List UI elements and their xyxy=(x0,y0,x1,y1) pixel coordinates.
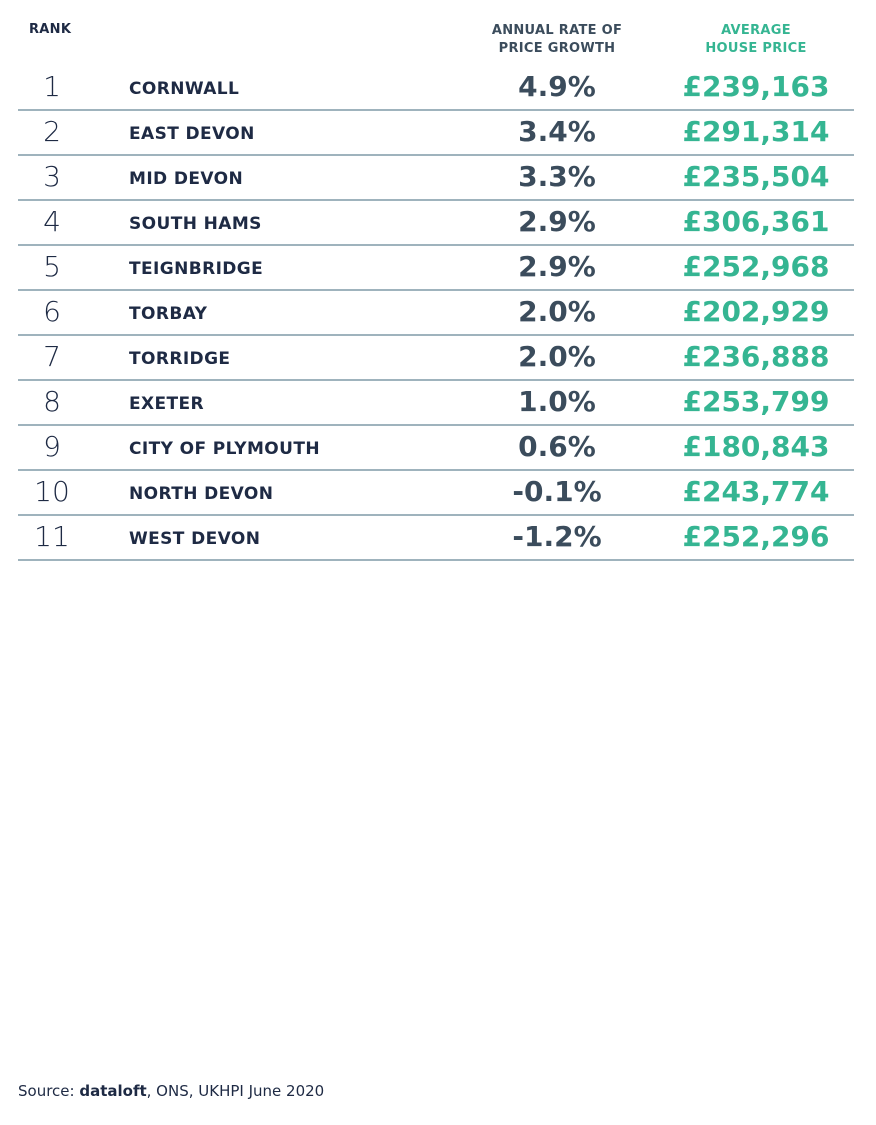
region-cell: TORRIDGE xyxy=(129,349,231,369)
table-row xyxy=(18,471,854,516)
rank-cell: 6 xyxy=(43,295,61,328)
region-cell: EXETER xyxy=(129,394,205,414)
growth-cell: 3.3% xyxy=(518,160,596,193)
rank-cell: 1 xyxy=(43,70,61,103)
price-cell: £236,888 xyxy=(682,340,830,373)
table-row xyxy=(18,156,854,201)
price-cell: £291,314 xyxy=(682,115,830,148)
table-row xyxy=(18,291,854,336)
source-prefix: Source: xyxy=(18,1082,80,1100)
price-cell: £252,296 xyxy=(682,520,830,553)
table-row xyxy=(18,246,854,291)
rank-cell: 3 xyxy=(43,160,61,193)
rank-cell: 9 xyxy=(43,430,61,463)
growth-cell: 2.9% xyxy=(518,250,596,283)
house-price-table xyxy=(18,0,854,561)
rank-cell: 8 xyxy=(43,385,61,418)
growth-cell: 2.0% xyxy=(518,295,596,328)
region-cell: SOUTH HAMS xyxy=(129,214,262,234)
source-rest: , ONS, UKHPI June 2020 xyxy=(146,1082,325,1100)
region-cell: TEIGNBRIDGE xyxy=(129,259,264,279)
rank-column-header: RANK xyxy=(29,22,72,37)
growth-cell: 2.9% xyxy=(518,205,596,238)
table-row xyxy=(18,426,854,471)
price-cell: £252,968 xyxy=(682,250,830,283)
region-cell: CITY OF PLYMOUTH xyxy=(129,439,320,459)
rank-cell: 11 xyxy=(34,520,70,553)
rank-cell: 10 xyxy=(34,475,70,508)
price-cell: £306,361 xyxy=(682,205,830,238)
source-note xyxy=(18,1082,324,1100)
price-cell: £243,774 xyxy=(682,475,830,508)
price-cell: £235,504 xyxy=(682,160,830,193)
rank-cell: 2 xyxy=(43,115,61,148)
growth-cell: -0.1% xyxy=(512,475,602,508)
growth-column-header xyxy=(478,22,636,58)
price-cell: £180,843 xyxy=(682,430,830,463)
price-header-line-2: HOUSE PRICE xyxy=(705,41,807,56)
rank-cell: 7 xyxy=(43,340,61,373)
price-cell: £253,799 xyxy=(682,385,830,418)
region-cell: TORBAY xyxy=(129,304,208,324)
table-row xyxy=(18,66,854,111)
growth-cell: 4.9% xyxy=(518,70,596,103)
growth-header-line-1: ANNUAL RATE OF xyxy=(491,23,623,38)
region-cell: NORTH DEVON xyxy=(129,484,274,504)
growth-header-line-2: PRICE GROWTH xyxy=(498,41,616,56)
table-row xyxy=(18,516,854,561)
growth-cell: 2.0% xyxy=(518,340,596,373)
region-cell: MID DEVON xyxy=(129,169,244,189)
table-row xyxy=(18,336,854,381)
growth-cell: 0.6% xyxy=(518,430,596,463)
region-cell: EAST DEVON xyxy=(129,124,255,144)
growth-cell: 1.0% xyxy=(518,385,596,418)
table-row xyxy=(18,201,854,246)
rank-cell: 5 xyxy=(43,250,61,283)
growth-cell: 3.4% xyxy=(518,115,596,148)
growth-cell: -1.2% xyxy=(512,520,602,553)
table-row xyxy=(18,111,854,156)
table-header xyxy=(18,0,854,66)
price-header-line-1: AVERAGE xyxy=(721,23,791,38)
region-cell: CORNWALL xyxy=(129,79,240,99)
price-cell: £202,929 xyxy=(682,295,830,328)
price-column-header xyxy=(678,22,834,58)
table-body xyxy=(18,66,854,561)
table-row xyxy=(18,381,854,426)
price-cell: £239,163 xyxy=(682,70,830,103)
region-cell: WEST DEVON xyxy=(129,529,261,549)
source-brand: dataloft xyxy=(79,1082,147,1100)
rank-cell: 4 xyxy=(43,205,61,238)
